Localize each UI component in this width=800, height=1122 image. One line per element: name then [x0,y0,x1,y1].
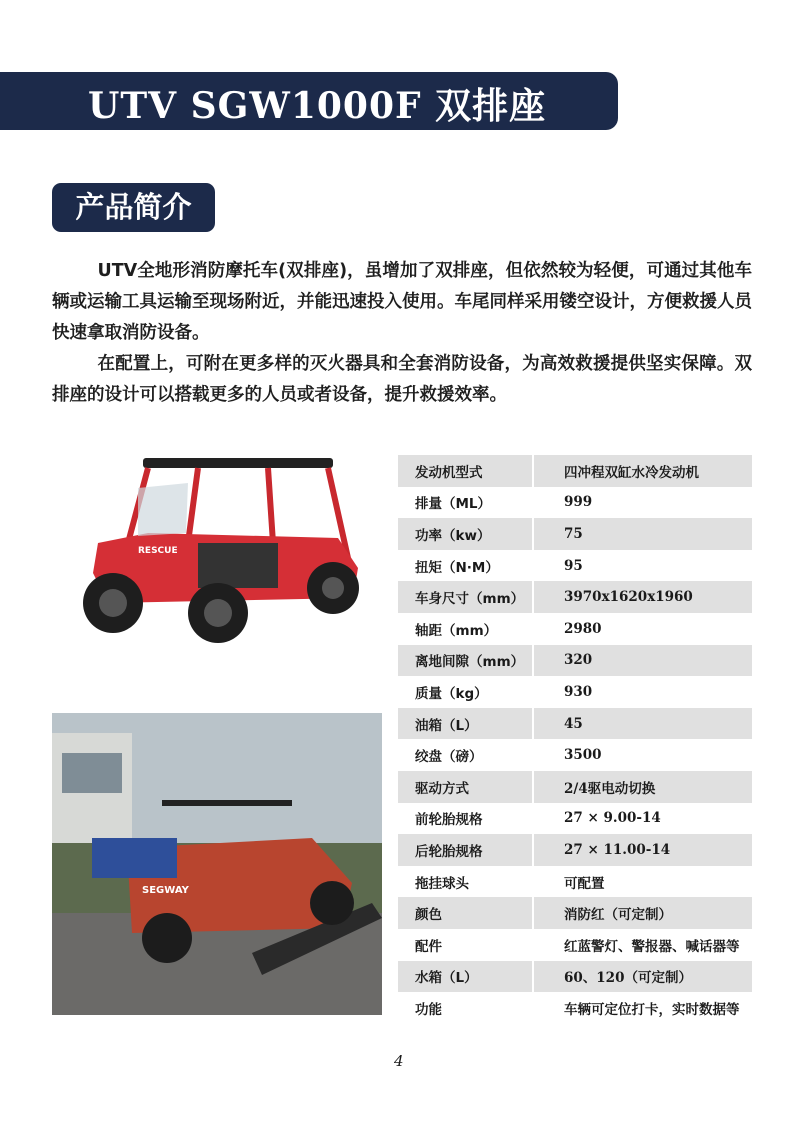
utv-loading-photo [52,713,382,1015]
spec-value: 45 [564,715,583,732]
spec-value: 消防红（可定制） [564,907,672,924]
spec-row [398,676,752,708]
spec-table [398,455,752,1024]
spec-label: 离地间隙（mm） [398,645,534,677]
spec-value: 930 [564,683,593,700]
spec-label: 扭矩（N·M） [398,550,534,582]
spec-row [398,518,752,550]
svg-text:RESCUE: RESCUE [138,546,178,556]
spec-value: 75 [564,525,583,542]
spec-row [398,771,752,803]
spec-row [398,803,752,835]
spec-row [398,866,752,898]
spec-value: 2/4驱电动切换 [564,780,656,797]
spec-label: 车身尺寸（mm） [398,581,534,613]
spec-value: 2980 [564,620,602,637]
utv-product-image [68,448,368,648]
intro-paragraph-2: 在配置上，可附在更多样的灭火器具和全套消防设备，为高效救援提供坚实保障。双排座的设计可以搭载更多的人员或者设备，提升救援效率。 [52,354,752,405]
spec-label: 功能 [398,992,534,1024]
intro-text [52,256,752,411]
spec-label: 绞盘（磅） [398,739,534,771]
spec-label: 颜色 [398,897,534,929]
spec-row [398,550,752,582]
page-number: 4 [394,1052,404,1070]
spec-value: 3500 [564,747,602,764]
intro-paragraph-1: UTV全地形消防摩托车(双排座)，虽增加了双排座，但依然较为轻便，可通过其他车辆或运输工具运输至现场附近，并能迅速投入使用。车尾同样采用镂空设计，方便救援人员快速拿取消防设备。 [52,261,752,343]
spec-value: 车辆可定位打卡，实时数据等 [564,1001,740,1018]
spec-label: 油箱（L） [398,708,534,740]
spec-value: 可配置 [564,875,605,892]
spec-row [398,613,752,645]
spec-row [398,739,752,771]
spec-row [398,581,752,613]
section-heading: 产品简介 [52,183,215,232]
spec-label: 驱动方式 [398,771,534,803]
spec-label: 拖挂球头 [398,866,534,898]
spec-row [398,992,752,1024]
spec-row [398,961,752,993]
spec-label: 水箱（L） [398,961,534,993]
spec-row [398,929,752,961]
spec-label: 发动机型式 [398,455,534,487]
page-title: UTV SGW1000F 双排座 [88,85,547,127]
spec-value: 27 × 9.00-14 [564,810,661,827]
spec-label: 功率（kw） [398,518,534,550]
spec-value: 320 [564,652,593,669]
spec-value: 95 [564,557,583,574]
spec-value: 999 [564,494,593,511]
title-banner [0,72,618,130]
spec-label: 前轮胎规格 [398,803,534,835]
spec-label: 轴距（mm） [398,613,534,645]
spec-row [398,897,752,929]
spec-label: 排量（ML） [398,487,534,519]
spec-value: 四冲程双缸水冷发动机 [564,464,699,481]
spec-value: 3970x1620x1960 [564,589,693,606]
spec-value: 红蓝警灯、警报器、喊话器等 [564,938,740,955]
spec-label: 配件 [398,929,534,961]
spec-value: 27 × 11.00-14 [564,841,671,858]
svg-text:SEGWAY: SEGWAY [142,885,189,896]
spec-row [398,645,752,677]
spec-value: 60、120（可定制） [564,970,692,987]
spec-label: 质量（kg） [398,676,534,708]
spec-row [398,708,752,740]
spec-row [398,487,752,519]
spec-row [398,834,752,866]
spec-row [398,455,752,487]
spec-label: 后轮胎规格 [398,834,534,866]
